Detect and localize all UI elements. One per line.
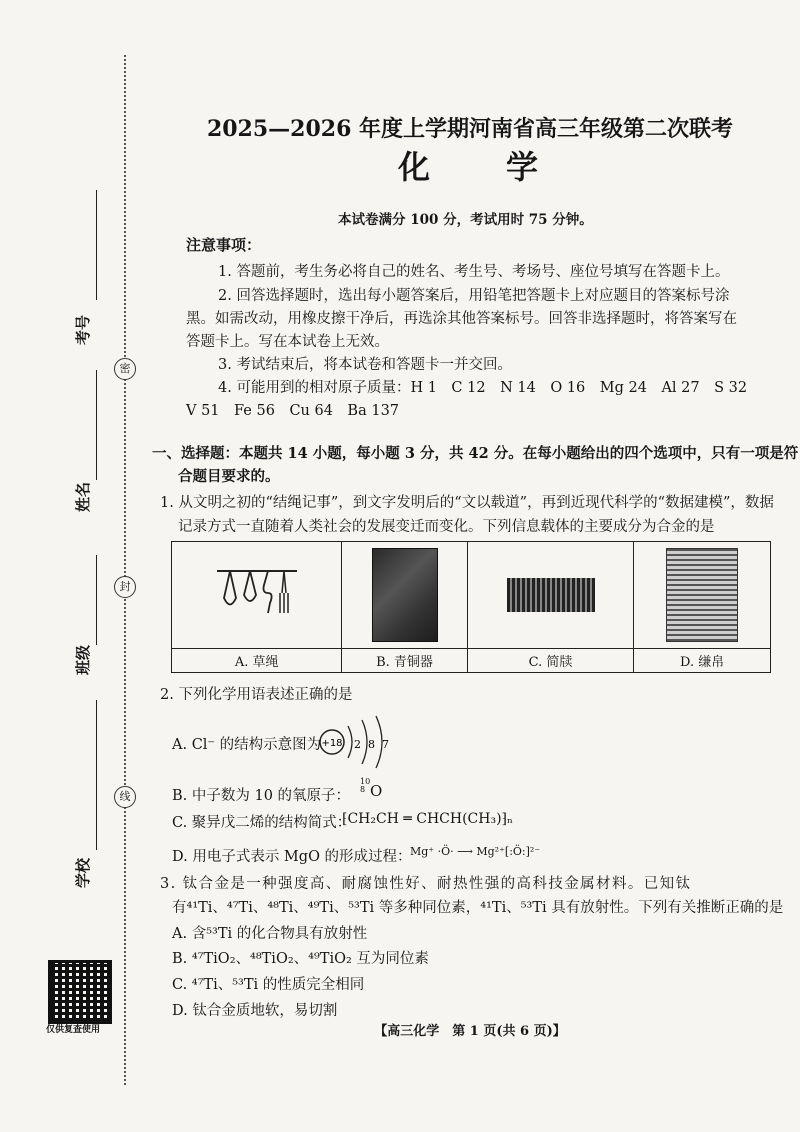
exam-no-label: 考号 (74, 314, 92, 345)
oxygen-symbol: O (370, 782, 383, 800)
option-d-image (634, 542, 771, 649)
option-c-label: C. 简牍 (467, 648, 634, 672)
exam-no-line (96, 190, 97, 300)
school-label: 学校 (74, 857, 92, 888)
shell-3-electrons: 7 (382, 738, 389, 751)
name-line (96, 370, 97, 480)
note-2c: 答题卡上。写在本试卷上无效。 (186, 334, 389, 350)
class-label: 班级 (74, 644, 92, 675)
q1-options-table (171, 541, 771, 673)
q2-stem: 2. 下列化学用语表述正确的是 (160, 687, 353, 703)
exam-title: 2025—2026 年度上学期河南省高三年级第二次联考 (206, 116, 734, 142)
mass-number: 10 (360, 777, 371, 786)
atom-structure-diagram (318, 712, 398, 772)
isotope-notation (360, 778, 370, 794)
q2-option-c: C. 聚异戊二烯的结构简式： (172, 815, 352, 831)
notes-heading: 注意事项： (186, 236, 262, 254)
option-b-label: B. 青铜器 (342, 648, 467, 672)
q3-option-a: A. 含⁵³Ti 的化合物具有放射性 (172, 926, 368, 942)
exam-info: 本试卷满分 100 分，考试用时 75 分钟。 (338, 212, 593, 228)
note-1: 1. 答题前，考生务必将自己的姓名、考生号、考场号、座位号填写在答题卡上。 (218, 264, 730, 280)
q3-option-c: C. ⁴⁷Ti、⁵³Ti 的性质完全相同 (172, 977, 365, 993)
seal-mi: 密 (114, 358, 136, 380)
page-footer: 【高三化学 第 1 页(共 6 页)】 (374, 1024, 566, 1039)
qr-caption: 仅供复查使用 (46, 1025, 101, 1035)
knotted-rope-icon (212, 563, 302, 623)
q3-option-d: D. 钛合金质地软，易切割 (172, 1003, 338, 1019)
note-4b: V 51 Fe 56 Cu 64 Ba 137 (186, 403, 400, 419)
nucleus-charge: +18 (321, 738, 343, 749)
atomic-number: 8 (360, 785, 366, 794)
option-c-image (467, 542, 634, 649)
q2-option-a: A. Cl⁻ 的结构示意图为 (172, 737, 322, 753)
seal-feng: 封 (114, 576, 136, 598)
option-a-label: A. 草绳 (172, 648, 342, 672)
bamboo-slips-icon (507, 578, 595, 612)
qr-code (48, 960, 112, 1024)
option-a-image (172, 542, 342, 649)
note-3: 3. 考试结束后，将本试卷和答题卡一并交回。 (218, 357, 512, 373)
option-d-label: D. 缣帛 (634, 648, 771, 672)
shell-1-electrons: 2 (354, 738, 361, 751)
note-2b: 黑。如需改动，用橡皮擦干净后，再选涂其他答案标号。回答非选择题时，将答案写在 (186, 311, 737, 327)
shell-2-electrons: 8 (368, 738, 375, 751)
option-b-image (342, 542, 467, 649)
bronze-vessel-icon (372, 548, 438, 642)
school-line (96, 700, 97, 850)
q1-line-2: 记录方式一直随着人类社会的发展变迁而变化。下列信息载体的主要成分为合金的是 (178, 519, 715, 535)
polyisoprene-formula: ⁅CH₂CH ═ CHCH(CH₃)⁆ₙ (342, 811, 514, 827)
note-2a: 2. 回答选择题时，选出每小题答案后，用铅笔把答题卡上对应题目的答案标号涂 (218, 288, 730, 304)
mgo-formation-formula: Mg⁺ ·Ö· ⟶ Mg²⁺[:Ö:]²⁻ (410, 845, 541, 858)
q3-line-2: 有⁴¹Ti、⁴⁷Ti、⁴⁸Ti、⁴⁹Ti、⁵³Ti 等多种同位素，⁴¹Ti、⁵³Ti 具有放射性。下列有关推断正确的是 (172, 900, 784, 916)
q3-line-1: 3. 钛合金是一种强度高、耐腐蚀性好、耐热性强的高科技金属材料。已知钛 (160, 876, 692, 892)
section1-heading-1: 一、选择题：本题共 14 小题，每小题 3 分，共 42 分。在每小题给出的四个选项中，只有一项是符 (152, 445, 799, 462)
binding-dotted-line (124, 55, 126, 1085)
note-4a: 4. 可能用到的相对原子质量：H 1 C 12 N 14 O 16 Mg 24 Al 27 S 32 (218, 380, 748, 396)
class-line (96, 555, 97, 645)
name-label: 姓名 (74, 481, 92, 512)
q2-option-b: B. 中子数为 10 的氧原子： (172, 788, 351, 804)
seal-xian: 线 (114, 786, 136, 808)
section1-heading-2: 合题目要求的。 (178, 468, 280, 485)
q2-option-d: D. 用电子式表示 MgO 的形成过程： (172, 849, 412, 865)
q1-line-1: 1. 从文明之初的“结绳记事”，到文字发明后的“文以载道”，再到近现代科学的“数据建模”，数据 (160, 495, 774, 511)
silk-scroll-icon (666, 548, 738, 642)
subject-title: 化 学 (397, 148, 542, 186)
q3-option-b: B. ⁴⁷TiO₂、⁴⁸TiO₂、⁴⁹TiO₂ 互为同位素 (172, 951, 429, 967)
